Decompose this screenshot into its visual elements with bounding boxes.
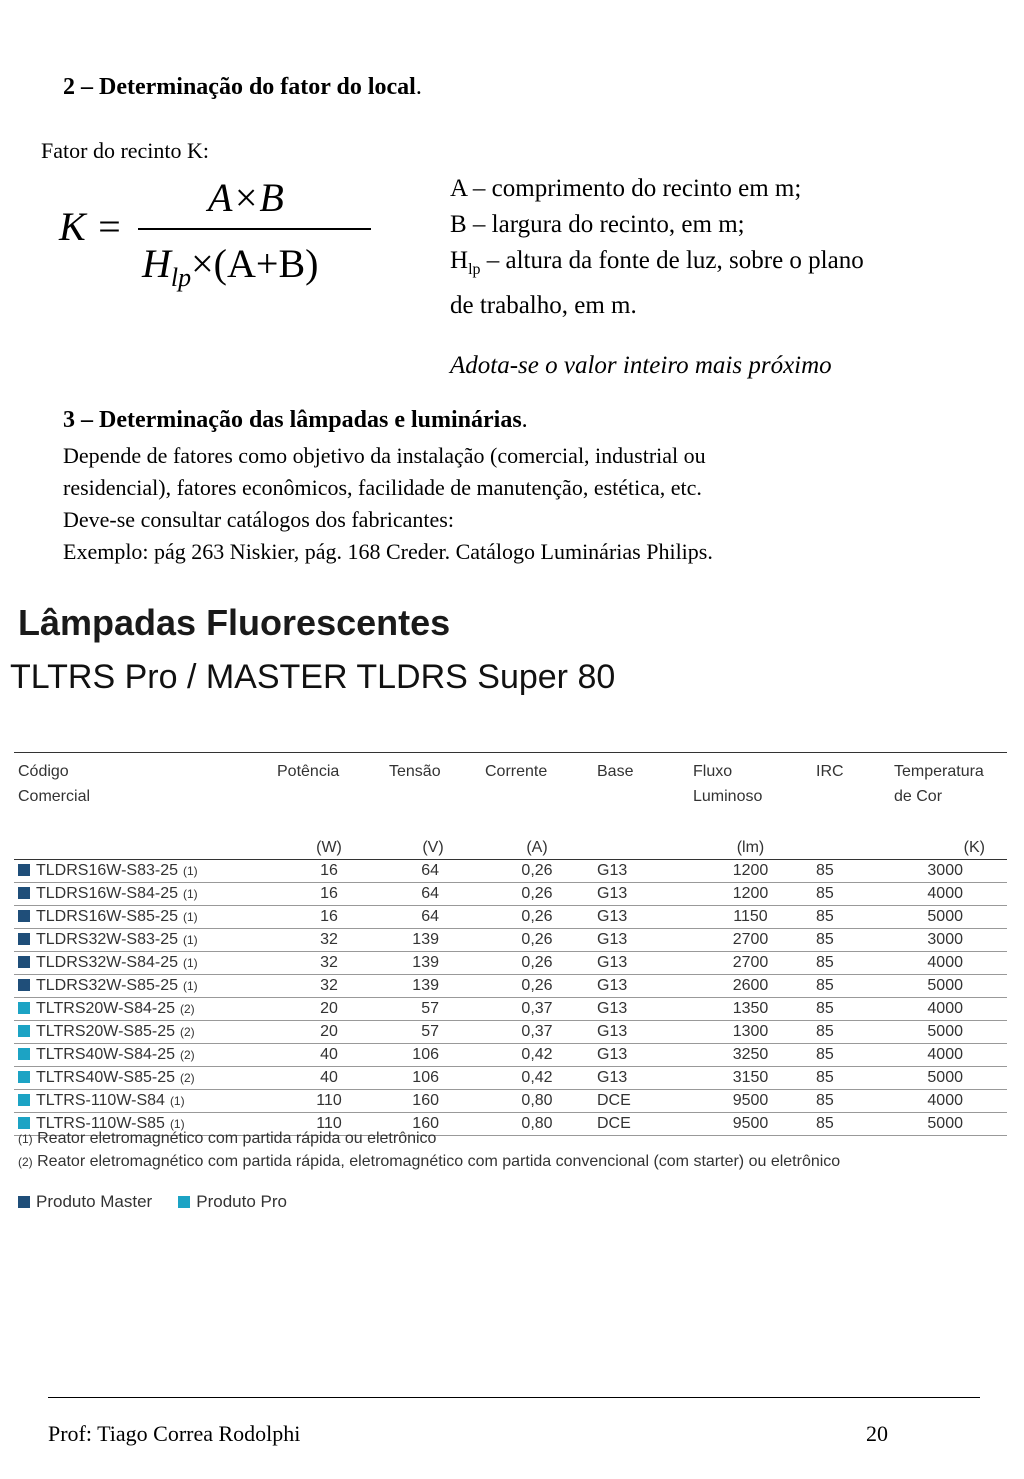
legend-pro-label: Produto Pro: [196, 1192, 287, 1211]
catalog-subtitle: TLTRS Pro / MASTER TLDRS Super 80: [10, 658, 616, 696]
product-type-swatch: [18, 1002, 30, 1014]
cell-power: 110: [273, 1090, 385, 1113]
def-h-sub: lp: [468, 261, 481, 278]
cell-current: 0,80: [481, 1090, 593, 1113]
page-number: 20: [866, 1421, 888, 1446]
legend: [18, 1192, 287, 1212]
unit-voltage: (V): [385, 829, 481, 860]
def-h-text: – altura da fonte de luz, sobre o plano: [480, 247, 864, 274]
lamp-catalog-table: [14, 752, 1007, 1136]
cell-base: G13: [593, 1021, 689, 1044]
cell-code: [14, 929, 273, 952]
cell-current: 0,26: [481, 860, 593, 883]
cell-temp: 5000: [890, 975, 1007, 998]
product-code: TLTRS40W-S84-25: [36, 1046, 176, 1063]
product-note: (1): [182, 910, 198, 924]
cell-irc: 85: [812, 1090, 890, 1113]
k-label: Fator do recinto K:: [41, 138, 210, 163]
cell-flux: 3250: [689, 1044, 812, 1067]
cell-temp: 4000: [890, 1044, 1007, 1067]
table-units-row: [14, 829, 1007, 860]
product-note: (2): [180, 1071, 195, 1085]
cell-current: 0,42: [481, 1067, 593, 1090]
product-type-swatch: [18, 1048, 30, 1060]
formula-numerator: A×B: [208, 175, 284, 220]
cell-current: 0,42: [481, 1044, 593, 1067]
product-code: TLDRS32W-S83-25: [36, 931, 178, 948]
def-a: A – comprimento do recinto em m;: [450, 175, 802, 202]
cell-power: 20: [273, 1021, 385, 1044]
section-2-heading: [63, 74, 422, 101]
cell-temp: 4000: [890, 998, 1007, 1021]
product-type-swatch: [18, 1071, 30, 1083]
cell-base: G13: [593, 998, 689, 1021]
product-type-swatch: [18, 1094, 30, 1106]
cell-temp: 5000: [890, 1113, 1007, 1136]
formula-den-h: H: [142, 241, 171, 286]
header-base: Base: [593, 753, 689, 830]
cell-power: 32: [273, 952, 385, 975]
cell-code: [14, 1044, 273, 1067]
cell-irc: 85: [812, 860, 890, 883]
cell-irc: 85: [812, 906, 890, 929]
cell-flux: 9500: [689, 1090, 812, 1113]
cell-current: 0,26: [481, 952, 593, 975]
cell-base: DCE: [593, 1113, 689, 1136]
cell-voltage: 139: [385, 952, 481, 975]
cell-voltage: 139: [385, 929, 481, 952]
header-current: Corrente: [481, 753, 593, 830]
formula-den-rest: ×(A+B): [191, 241, 319, 286]
unit-current: (A): [481, 829, 593, 860]
product-code: TLDRS32W-S84-25: [36, 954, 178, 971]
cell-power: 16: [273, 860, 385, 883]
section-3-title: 3 – Determinação das lâmpadas e luminárias: [63, 407, 522, 433]
table-row: [14, 906, 1007, 929]
product-type-swatch: [18, 910, 30, 922]
cell-irc: 85: [812, 929, 890, 952]
cell-flux: 2600: [689, 975, 812, 998]
header-power: Potência: [273, 753, 385, 830]
header-code: Código Comercial: [14, 753, 273, 830]
product-type-swatch: [18, 979, 30, 991]
cell-code: [14, 975, 273, 998]
cell-base: G13: [593, 860, 689, 883]
formula-denominator: [142, 240, 318, 293]
cell-flux: 1200: [689, 883, 812, 906]
product-type-swatch: [18, 956, 30, 968]
cell-current: 0,37: [481, 1021, 593, 1044]
footnote-2: (2) Reator eletromagnético com partida rápida, eletromagnético com partida convencional (com starter) ou eletrônico: [18, 1153, 841, 1170]
cell-base: G13: [593, 929, 689, 952]
product-note: (2): [180, 1048, 195, 1062]
table-row: [14, 952, 1007, 975]
cell-voltage: 106: [385, 1067, 481, 1090]
cell-power: 20: [273, 998, 385, 1021]
cell-base: G13: [593, 883, 689, 906]
cell-irc: 85: [812, 1021, 890, 1044]
legend-master-label: Produto Master: [36, 1192, 153, 1211]
footer-divider: [48, 1397, 980, 1398]
cell-flux: 1350: [689, 998, 812, 1021]
cell-code: [14, 883, 273, 906]
section-2-dot: .: [415, 74, 422, 100]
product-note: (1): [182, 887, 198, 901]
cell-voltage: 64: [385, 906, 481, 929]
cell-voltage: 57: [385, 1021, 481, 1044]
cell-base: G13: [593, 1067, 689, 1090]
section-3-line: residencial), fatores econômicos, facilidade de manutenção, estética, etc.: [63, 475, 702, 500]
product-code: TLDRS16W-S85-25: [36, 908, 178, 925]
cell-voltage: 160: [385, 1090, 481, 1113]
cell-power: 40: [273, 1067, 385, 1090]
cell-base: DCE: [593, 1090, 689, 1113]
header-temp: Temperatura de Cor: [890, 753, 1007, 830]
product-note: (1): [182, 956, 198, 970]
section-3-body: [63, 440, 1003, 568]
cell-code: [14, 1067, 273, 1090]
cell-base: G13: [593, 975, 689, 998]
table-body: [14, 860, 1007, 1136]
cell-flux: 2700: [689, 952, 812, 975]
section-3-line: Exemplo: pág 263 Niskier, pág. 168 Creder. Catálogo Luminárias Philips.: [63, 539, 713, 564]
cell-base: G13: [593, 952, 689, 975]
cell-temp: 5000: [890, 1067, 1007, 1090]
table-row: [14, 1090, 1007, 1113]
product-note: (1): [182, 979, 198, 993]
product-type-swatch: [18, 933, 30, 945]
def-h-text2: de trabalho, em m.: [450, 292, 637, 319]
cell-voltage: 57: [385, 998, 481, 1021]
cell-code: [14, 952, 273, 975]
def-h: [450, 243, 1010, 288]
footnote-1: (1) Reator eletromagnético com partida rápida ou eletrônico: [18, 1130, 437, 1147]
product-note: (1): [182, 864, 198, 878]
cell-irc: 85: [812, 883, 890, 906]
table-row: [14, 998, 1007, 1021]
product-code: TLTRS20W-S84-25: [36, 1000, 176, 1017]
table-row: [14, 1067, 1007, 1090]
cell-base: G13: [593, 906, 689, 929]
product-code: TLDRS16W-S83-25: [36, 862, 178, 879]
product-code: TLDRS32W-S85-25: [36, 977, 178, 994]
cell-code: [14, 860, 273, 883]
cell-temp: 4000: [890, 1090, 1007, 1113]
cell-irc: 85: [812, 1067, 890, 1090]
cell-irc: 85: [812, 952, 890, 975]
section-3-dot: .: [521, 407, 528, 433]
section-2-title: 2 – Determinação do fator do local: [63, 74, 416, 100]
cell-code: [14, 906, 273, 929]
def-h-main: H: [450, 247, 469, 274]
product-note: (1): [182, 933, 198, 947]
cell-voltage: 106: [385, 1044, 481, 1067]
cell-current: 0,26: [481, 883, 593, 906]
cell-current: 0,80: [481, 1113, 593, 1136]
unit-temp: (K): [890, 829, 1007, 860]
cell-current: 0,26: [481, 975, 593, 998]
cell-flux: 1200: [689, 860, 812, 883]
formula-definitions: [450, 171, 1010, 324]
table-row: [14, 929, 1007, 952]
cell-irc: 85: [812, 975, 890, 998]
cell-flux: 2700: [689, 929, 812, 952]
legend-master-swatch: [18, 1196, 30, 1208]
table-row: [14, 860, 1007, 883]
legend-pro-swatch: [178, 1196, 190, 1208]
cell-power: 32: [273, 975, 385, 998]
cell-base: G13: [593, 1044, 689, 1067]
def-b: B – largura do recinto, em m;: [450, 211, 745, 238]
formula-den-sub: lp: [170, 263, 192, 292]
cell-power: 110: [273, 1113, 385, 1136]
unit-flux: (lm): [689, 829, 812, 860]
cell-code: [14, 1090, 273, 1113]
cell-current: 0,37: [481, 998, 593, 1021]
section-3-line: Depende de fatores como objetivo da instalação (comercial, industrial ou: [63, 443, 706, 468]
product-code: TLTRS-110W-S84: [36, 1092, 165, 1109]
table-row: [14, 975, 1007, 998]
cell-voltage: 64: [385, 860, 481, 883]
product-note: (2): [180, 1025, 195, 1039]
cell-temp: 3000: [890, 929, 1007, 952]
cell-power: 32: [273, 929, 385, 952]
rounding-note: Adota-se o valor inteiro mais próximo: [450, 352, 832, 379]
unit-power: (W): [273, 829, 385, 860]
formula-lhs: K =: [59, 204, 123, 249]
product-note: (1): [169, 1094, 185, 1108]
product-code: TLTRS-110W-S85: [36, 1115, 165, 1132]
product-code: TLDRS16W-S84-25: [36, 885, 178, 902]
cell-irc: 85: [812, 1113, 890, 1136]
cell-temp: 5000: [890, 906, 1007, 929]
cell-irc: 85: [812, 1044, 890, 1067]
header-voltage: Tensão: [385, 753, 481, 830]
cell-code: [14, 1021, 273, 1044]
cell-power: 16: [273, 883, 385, 906]
cell-flux: 3150: [689, 1067, 812, 1090]
cell-temp: 4000: [890, 883, 1007, 906]
product-type-swatch: [18, 864, 30, 876]
cell-temp: 4000: [890, 952, 1007, 975]
header-flux: Fluxo Luminoso: [689, 753, 812, 830]
cell-flux: 9500: [689, 1113, 812, 1136]
product-note: (2): [180, 1002, 195, 1016]
product-type-swatch: [18, 1025, 30, 1037]
table-header-row: [14, 753, 1007, 830]
cell-code: [14, 998, 273, 1021]
product-code: TLTRS40W-S85-25: [36, 1069, 176, 1086]
product-note: (1): [169, 1117, 185, 1131]
product-code: TLTRS20W-S85-25: [36, 1023, 176, 1040]
cell-irc: 85: [812, 998, 890, 1021]
fraction-bar: [138, 228, 371, 230]
cell-power: 40: [273, 1044, 385, 1067]
header-irc: IRC: [812, 753, 890, 830]
table-row: [14, 1044, 1007, 1067]
table-row: [14, 1021, 1007, 1044]
cell-temp: 3000: [890, 860, 1007, 883]
cell-current: 0,26: [481, 906, 593, 929]
cell-power: 16: [273, 906, 385, 929]
cell-voltage: 64: [385, 883, 481, 906]
cell-flux: 1300: [689, 1021, 812, 1044]
section-3-line: Deve-se consultar catálogos dos fabricantes:: [63, 507, 454, 532]
product-type-swatch: [18, 1117, 30, 1129]
cell-voltage: 160: [385, 1113, 481, 1136]
table-row: [14, 883, 1007, 906]
cell-temp: 5000: [890, 1021, 1007, 1044]
product-type-swatch: [18, 887, 30, 899]
cell-current: 0,26: [481, 929, 593, 952]
cell-flux: 1150: [689, 906, 812, 929]
cell-voltage: 139: [385, 975, 481, 998]
section-3-heading: [63, 407, 528, 434]
footer-author: Prof: Tiago Correa Rodolphi: [48, 1421, 301, 1446]
catalog-title: Lâmpadas Fluorescentes: [18, 602, 451, 643]
